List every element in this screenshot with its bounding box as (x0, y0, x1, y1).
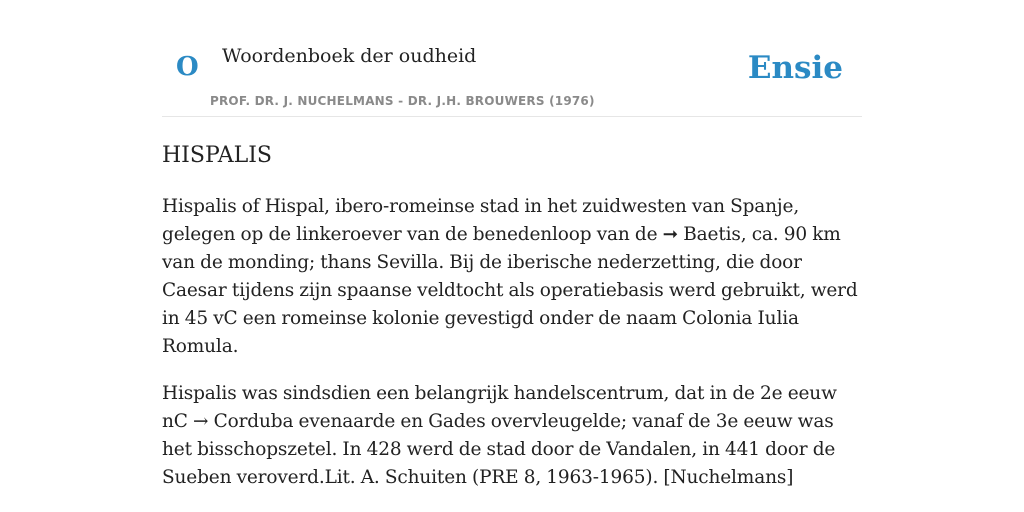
ensie-logo-link[interactable]: Ensie (747, 50, 843, 86)
book-title-link[interactable]: Woordenboek der oudheid (222, 45, 477, 67)
paragraph-2-text-end: evenaarde en Gades overvleugelde; vanaf de 3e eeuw was het bisschopszetel. In 428 werd de stad door de Vandalen, in 441 door de Sueben veroverd.Lit. A. Schuiten (PRE 8, 1963-1965). [Nuchelmans] (162, 411, 836, 488)
paragraph-1-text-start: Hispalis of Hispal, ibero-romeinse stad in het zuidwesten van Spanje, gelegen op de linkeroever van de benedenloop van de (162, 196, 800, 245)
page-container (162, 0, 862, 492)
entry-paragraph-1 (162, 193, 862, 361)
baetis-link-label: Baetis (683, 224, 741, 245)
baetis-link[interactable] (663, 224, 741, 245)
paragraph-1-text-end: , ca. 90 km van de monding; thans Sevilla. Bij de iberische nederzetting, die door Caesar tijdens zijn spaanse veldtocht als operatiebasis werd gebruikt, werd in 45 vC een romeinse kolonie gevestigd onder de naam Colonia Iulia Romula. (162, 224, 858, 357)
arrow-right-icon: → (193, 411, 209, 432)
page-header (162, 0, 862, 117)
paragraph-2-text-start: Hispalis was sindsdien een belangrijk handelscentrum, dat in de 2e eeuw nC (162, 383, 837, 432)
entry-title: HISPALIS (162, 143, 272, 168)
letter-index-link[interactable]: O (176, 52, 199, 82)
corduba-link-label: Corduba (213, 411, 294, 432)
arrow-right-icon: ➞ (662, 224, 678, 245)
corduba-link[interactable] (193, 411, 293, 432)
entry-paragraph-2 (162, 380, 862, 492)
book-authors: PROF. DR. J. NUCHELMANS - DR. J.H. BROUWERS (1976) (210, 94, 595, 108)
